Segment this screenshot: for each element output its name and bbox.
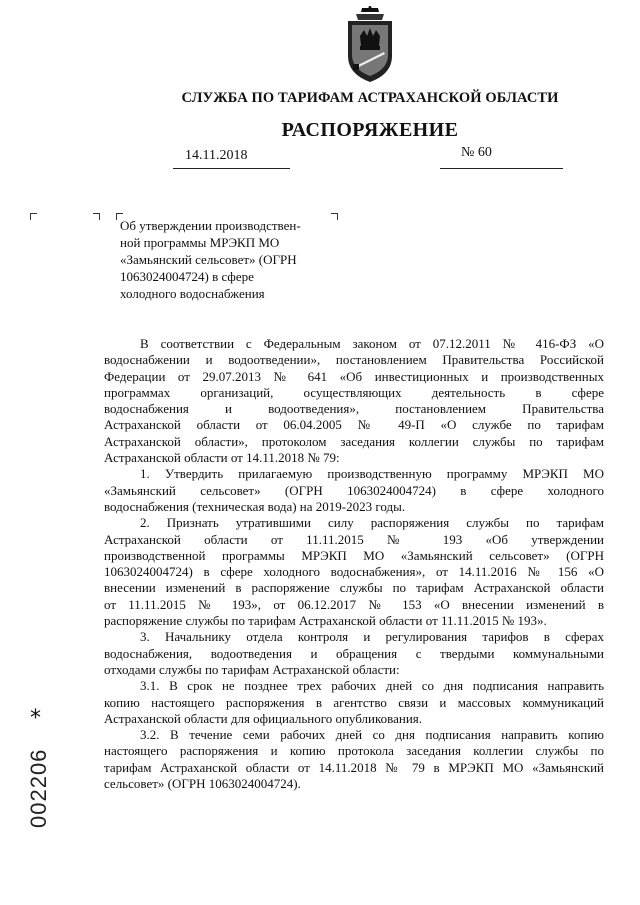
coat-of-arms-icon (338, 6, 402, 84)
body-line: «Замьянский сельсовет» (ОГРН 1063024004724) в сфере холодного (104, 482, 604, 498)
body-line: водоснабжения, водоотведения и обращения с твердыми коммунальными (104, 645, 604, 661)
subject-line: ной программы МРЭКП МО (120, 235, 280, 250)
document-type-title: РАСПОРЯЖЕНИЕ (281, 119, 459, 141)
body-line: тарифам Астраханской области от 14.11.2018 № 79 в МРЭКП МО «Замьянский (104, 759, 604, 775)
body-line: Астраханской области от 11.11.2015 № 193 «Об утверждении (104, 531, 604, 547)
document-date: 14.11.2018 (185, 148, 248, 163)
body-line: водоснабжении и водоотведении», постановлением Правительства Российской (104, 352, 604, 368)
body-line: 1063024004724) в сфере холодного водоснабжения», от 14.11.2016 № 156 «О (104, 564, 604, 580)
body-line: водоснабжения и водоотведения», постановлением Правительства (104, 401, 604, 417)
body-line: 3.2. В течение семи рабочих дней со дня подписания направить копию (140, 727, 604, 743)
body-line: В соответствии с Федеральным законом от 07.12.2011 № 416-ФЗ «О (140, 336, 604, 351)
body-line: Астраханской области для официального опубликования. (104, 710, 423, 726)
subject-line: 1063024004724) в сфере (120, 269, 254, 284)
margin-asterisk: * (30, 706, 41, 731)
body-line: водоснабжения (техническая вода) на 2019-2023 годы. (104, 498, 406, 514)
body-line: от 11.11.2015 № 193», от 06.12.2017 № 153 «О внесении изменений в (104, 596, 604, 612)
corner-mark (93, 213, 100, 220)
subject-line: холодного водоснабжения (120, 286, 265, 301)
body-line: сельсовет» (ОГРН 1063024004724). (104, 776, 301, 792)
body-line: Астраханской области», протоколом заседания коллегии службы по тарифам (104, 433, 604, 449)
number-underline (440, 168, 563, 169)
body-line: Федерации от 29.07.2013 № 641 «Об инвестиционных и производственных (104, 368, 604, 384)
subject-line: Об утверждении производствен- (120, 218, 301, 233)
subject-line: «Замьянский сельсовет» (ОГРН (120, 252, 297, 267)
agency-name: СЛУЖБА ПО ТАРИФАМ АСТРАХАНСКОЙ ОБЛАСТИ (181, 90, 559, 106)
body-line: Астраханской области от 06.04.2005 № 49-П «О службе по тарифам (104, 417, 604, 433)
body-line: 3. Начальнику отдела контроля и регулирования тарифов в сферах (140, 629, 604, 645)
body-line: внесении изменений в распоряжение службы по тарифам Астраханской области (104, 580, 604, 596)
body-line: программах организаций, осуществляющих деятельность в сфере (104, 384, 604, 400)
body-line: копию настоящего распоряжения в агентство связи и массовых коммуникаций (104, 694, 604, 710)
corner-mark (30, 213, 37, 220)
body-line: настоящего распоряжения и копию протокола заседания коллегии службы по (104, 743, 604, 759)
body-line: Астраханской области от 14.11.2018 № 79: (104, 450, 340, 466)
body-line: 3.1. В срок не позднее трех рабочих дней со дня подписания направить (140, 678, 604, 694)
body-line: 1. Утвердить прилагаемую производственную программу МРЭКП МО (140, 466, 604, 482)
body-line: производственной программы МРЭКП МО «Замьянский сельсовет» (ОГРН (104, 547, 604, 563)
document-subject (120, 217, 335, 302)
document-body (104, 336, 604, 792)
body-line: 2. Признать утратившими силу распоряжения службы по тарифам (140, 515, 604, 531)
body-line: распоряжение службы по тарифам Астраханской области от 11.11.2015 № 193». (104, 613, 547, 629)
date-underline (173, 168, 290, 169)
document-number: № 60 (461, 145, 492, 160)
margin-serial-number: 002206 (26, 748, 51, 828)
body-line: отходами службы по тарифам Астраханской области: (104, 661, 400, 677)
